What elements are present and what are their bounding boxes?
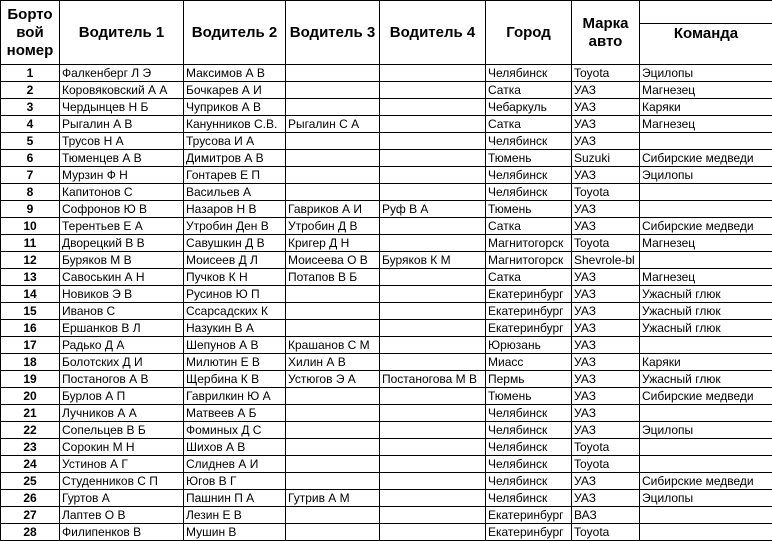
team-cell: Магнезец (640, 116, 772, 133)
car-cell: Toyota (572, 184, 640, 201)
driver-1-cell: Студенников С П (60, 473, 184, 490)
team-cell: Ужасный глюк (640, 371, 772, 388)
board-number-cell: 12 (1, 252, 60, 269)
driver-1-cell: Филипенков В (60, 524, 184, 541)
driver-4-cell (380, 150, 486, 167)
city-cell: Екатеринбург (486, 303, 572, 320)
car-cell: Toyota (572, 439, 640, 456)
table-row (1, 201, 772, 218)
board-number-cell: 15 (1, 303, 60, 320)
team-cell: Магнезец (640, 82, 772, 99)
driver-2-cell: Димитров А В (184, 150, 286, 167)
driver-2-cell: Милютин Е В (184, 354, 286, 371)
driver-3-cell (286, 456, 380, 473)
driver-3-cell (286, 439, 380, 456)
driver-3-cell (286, 286, 380, 303)
team-cell (640, 439, 772, 456)
board-number-cell: 19 (1, 371, 60, 388)
driver-3-cell (286, 303, 380, 320)
header-driver-3: Водитель 3 (286, 1, 380, 65)
board-number-cell: 8 (1, 184, 60, 201)
driver-3-cell (286, 150, 380, 167)
team-cell (640, 405, 772, 422)
driver-4-cell: Руф В А (380, 201, 486, 218)
team-cell: Каряки (640, 99, 772, 116)
team-cell (640, 184, 772, 201)
driver-3-cell (286, 524, 380, 541)
driver-2-cell: Русинов Ю П (184, 286, 286, 303)
team-cell (640, 524, 772, 541)
table-row (1, 286, 772, 303)
board-number-cell: 6 (1, 150, 60, 167)
car-cell: Toyota (572, 235, 640, 252)
driver-4-cell (380, 405, 486, 422)
city-cell: Челябинск (486, 405, 572, 422)
header-city: Город (486, 1, 572, 65)
driver-1-cell: Терентьев Е А (60, 218, 184, 235)
city-cell: Пермь (486, 371, 572, 388)
driver-3-cell (286, 184, 380, 201)
driver-1-cell: Иванов С (60, 303, 184, 320)
board-number-cell: 26 (1, 490, 60, 507)
driver-1-cell: Постаногов А В (60, 371, 184, 388)
city-cell: Чебаркуль (486, 99, 572, 116)
board-number-cell: 17 (1, 337, 60, 354)
driver-1-cell: Софронов Ю В (60, 201, 184, 218)
city-cell: Миасс (486, 354, 572, 371)
city-cell: Юрюзань (486, 337, 572, 354)
header-team-wrap (640, 23, 772, 64)
driver-3-cell: Потапов В Б (286, 269, 380, 286)
driver-4-cell (380, 456, 486, 473)
driver-2-cell: Фоминых Д С (184, 422, 286, 439)
board-number-cell: 28 (1, 524, 60, 541)
driver-2-cell: Щербина К В (184, 371, 286, 388)
table-row (1, 218, 772, 235)
driver-2-cell: Югов В Г (184, 473, 286, 490)
team-cell (640, 133, 772, 150)
driver-4-cell (380, 439, 486, 456)
team-cell (640, 456, 772, 473)
driver-4-cell (380, 167, 486, 184)
driver-3-cell: Устюгов Э А (286, 371, 380, 388)
team-cell: Магнезец (640, 235, 772, 252)
car-cell: УАЗ (572, 422, 640, 439)
board-number-cell: 14 (1, 286, 60, 303)
driver-4-cell (380, 235, 486, 252)
driver-1-cell: Трусов Н А (60, 133, 184, 150)
table-row (1, 269, 772, 286)
driver-2-cell: Пашнин П А (184, 490, 286, 507)
header-car: Марка авто (572, 1, 640, 65)
car-cell: УАЗ (572, 303, 640, 320)
header-team-band (640, 1, 772, 24)
driver-3-cell: Моисеева О В (286, 252, 380, 269)
car-cell: УАЗ (572, 388, 640, 405)
driver-4-cell (380, 507, 486, 524)
driver-4-cell (380, 320, 486, 337)
team-cell: Сибирские медведи (640, 388, 772, 405)
driver-1-cell: Мурзин Ф Н (60, 167, 184, 184)
driver-4-cell (380, 337, 486, 354)
driver-2-cell: Утробин Ден В (184, 218, 286, 235)
team-cell: Ужасный глюк (640, 286, 772, 303)
driver-4-cell (380, 473, 486, 490)
car-cell: УАЗ (572, 286, 640, 303)
driver-2-cell: Чуприков А В (184, 99, 286, 116)
table-row (1, 405, 772, 422)
driver-4-cell (380, 133, 486, 150)
board-number-cell: 2 (1, 82, 60, 99)
table-row (1, 337, 772, 354)
table-row (1, 99, 772, 116)
header-team: Команда (673, 24, 739, 42)
table-row (1, 524, 772, 541)
team-cell: Магнезец (640, 269, 772, 286)
driver-3-cell (286, 133, 380, 150)
driver-2-cell: Шепунов А В (184, 337, 286, 354)
driver-3-cell: Гавриков А И (286, 201, 380, 218)
table-row (1, 456, 772, 473)
driver-2-cell: Канунников С.В. (184, 116, 286, 133)
table-row (1, 490, 772, 507)
board-number-cell: 10 (1, 218, 60, 235)
car-cell: УАЗ (572, 218, 640, 235)
city-cell: Челябинск (486, 490, 572, 507)
table-row (1, 184, 772, 201)
board-number-cell: 13 (1, 269, 60, 286)
car-cell: УАЗ (572, 116, 640, 133)
table-row (1, 167, 772, 184)
driver-2-cell: Пучков К Н (184, 269, 286, 286)
driver-3-cell (286, 320, 380, 337)
table-row (1, 473, 772, 490)
team-cell: Сибирские медведи (640, 473, 772, 490)
car-cell: УАЗ (572, 371, 640, 388)
team-cell (640, 337, 772, 354)
table-row (1, 65, 772, 82)
driver-3-cell (286, 405, 380, 422)
driver-1-cell: Радько Д А (60, 337, 184, 354)
driver-4-cell (380, 388, 486, 405)
driver-4-cell (380, 286, 486, 303)
board-number-cell: 21 (1, 405, 60, 422)
driver-1-cell: Сорокин М Н (60, 439, 184, 456)
driver-1-cell: Ершанков В Л (60, 320, 184, 337)
table-row (1, 371, 772, 388)
driver-4-cell: Буряков К М (380, 252, 486, 269)
driver-2-cell: Назукин В А (184, 320, 286, 337)
city-cell: Челябинск (486, 184, 572, 201)
driver-4-cell (380, 490, 486, 507)
car-cell: УАЗ (572, 320, 640, 337)
car-cell: УАЗ (572, 269, 640, 286)
city-cell: Челябинск (486, 473, 572, 490)
board-number-cell: 22 (1, 422, 60, 439)
driver-2-cell: Ссарсадских К (184, 303, 286, 320)
board-number-cell: 24 (1, 456, 60, 473)
board-number-cell: 9 (1, 201, 60, 218)
driver-3-cell (286, 422, 380, 439)
header-driver-4: Водитель 4 (380, 1, 486, 65)
driver-3-cell: Утробин Д В (286, 218, 380, 235)
team-cell: Каряки (640, 354, 772, 371)
car-cell: УАЗ (572, 99, 640, 116)
driver-3-cell (286, 99, 380, 116)
car-cell: ВАЗ (572, 507, 640, 524)
driver-1-cell: Дворецкий В В (60, 235, 184, 252)
driver-3-cell (286, 65, 380, 82)
city-cell: Магнитогорск (486, 252, 572, 269)
driver-2-cell: Мушин В (184, 524, 286, 541)
car-cell: Toyota (572, 456, 640, 473)
driver-2-cell: Моисеев Д Л (184, 252, 286, 269)
car-cell: УАЗ (572, 337, 640, 354)
team-cell: Эцилопы (640, 490, 772, 507)
table-row (1, 320, 772, 337)
board-number-cell: 5 (1, 133, 60, 150)
team-cell: Сибирские медведи (640, 150, 772, 167)
driver-2-cell: Лезин Е В (184, 507, 286, 524)
table-row (1, 235, 772, 252)
table-row (1, 354, 772, 371)
team-cell (640, 507, 772, 524)
driver-4-cell (380, 524, 486, 541)
team-cell: Эцилопы (640, 422, 772, 439)
board-number-cell: 16 (1, 320, 60, 337)
driver-4-cell (380, 269, 486, 286)
header-row (1, 1, 772, 65)
driver-1-cell: Капитонов С (60, 184, 184, 201)
team-cell: Ужасный глюк (640, 320, 772, 337)
table-row (1, 439, 772, 456)
driver-4-cell (380, 116, 486, 133)
table-row (1, 133, 772, 150)
driver-1-cell: Болотских Д И (60, 354, 184, 371)
table-row (1, 252, 772, 269)
car-cell: Suzuki (572, 150, 640, 167)
driver-2-cell: Васильев А (184, 184, 286, 201)
table-row (1, 388, 772, 405)
car-cell: УАЗ (572, 167, 640, 184)
table-row (1, 116, 772, 133)
driver-2-cell: Трусова И А (184, 133, 286, 150)
driver-1-cell: Тюменцев А В (60, 150, 184, 167)
driver-2-cell: Гонтарев Е П (184, 167, 286, 184)
driver-4-cell (380, 354, 486, 371)
city-cell: Сатка (486, 218, 572, 235)
city-cell: Екатеринбург (486, 286, 572, 303)
driver-1-cell: Чердынцев Н Б (60, 99, 184, 116)
city-cell: Сатка (486, 82, 572, 99)
team-cell: Эцилопы (640, 167, 772, 184)
board-number-cell: 7 (1, 167, 60, 184)
city-cell: Челябинск (486, 167, 572, 184)
city-cell: Тюмень (486, 388, 572, 405)
driver-4-cell (380, 422, 486, 439)
driver-4-cell (380, 303, 486, 320)
table-row (1, 150, 772, 167)
city-cell: Тюмень (486, 150, 572, 167)
driver-1-cell: Устинов А Г (60, 456, 184, 473)
board-number-cell: 11 (1, 235, 60, 252)
city-cell: Магнитогорск (486, 235, 572, 252)
driver-3-cell (286, 82, 380, 99)
car-cell: УАЗ (572, 473, 640, 490)
table-row (1, 422, 772, 439)
board-number-cell: 18 (1, 354, 60, 371)
city-cell: Челябинск (486, 456, 572, 473)
team-cell (640, 252, 772, 269)
driver-1-cell: Гуртов А (60, 490, 184, 507)
driver-4-cell (380, 65, 486, 82)
city-cell: Екатеринбург (486, 524, 572, 541)
driver-3-cell (286, 388, 380, 405)
city-cell: Сатка (486, 269, 572, 286)
car-cell: УАЗ (572, 354, 640, 371)
car-cell: УАЗ (572, 201, 640, 218)
driver-2-cell: Бочкарев А И (184, 82, 286, 99)
board-number-cell: 3 (1, 99, 60, 116)
driver-2-cell: Гаврилкин Ю А (184, 388, 286, 405)
driver-2-cell: Матвеев А Б (184, 405, 286, 422)
city-cell: Челябинск (486, 422, 572, 439)
driver-2-cell: Назаров Н В (184, 201, 286, 218)
driver-2-cell: Шихов А В (184, 439, 286, 456)
driver-2-cell: Савушкин Д В (184, 235, 286, 252)
driver-1-cell: Новиков Э В (60, 286, 184, 303)
driver-1-cell: Фалкенберг Л Э (60, 65, 184, 82)
driver-4-cell (380, 99, 486, 116)
board-number-cell: 25 (1, 473, 60, 490)
header-team-cell (640, 1, 772, 65)
city-cell: Тюмень (486, 201, 572, 218)
board-number-cell: 27 (1, 507, 60, 524)
board-number-cell: 1 (1, 65, 60, 82)
driver-1-cell: Сопельцев В Б (60, 422, 184, 439)
city-cell: Челябинск (486, 65, 572, 82)
driver-1-cell: Бурлов А П (60, 388, 184, 405)
header-driver-1: Водитель 1 (60, 1, 184, 65)
board-number-cell: 4 (1, 116, 60, 133)
driver-1-cell: Лаптев О В (60, 507, 184, 524)
driver-1-cell: Буряков М В (60, 252, 184, 269)
car-cell: УАЗ (572, 490, 640, 507)
driver-3-cell (286, 167, 380, 184)
driver-3-cell: Гутрив А М (286, 490, 380, 507)
table-row (1, 507, 772, 524)
header-driver-2: Водитель 2 (184, 1, 286, 65)
board-number-cell: 20 (1, 388, 60, 405)
driver-1-cell: Савоськин А Н (60, 269, 184, 286)
driver-1-cell: Рыгалин А В (60, 116, 184, 133)
driver-3-cell: Рыгалин С А (286, 116, 380, 133)
driver-3-cell: Кригер Д Н (286, 235, 380, 252)
driver-2-cell: Максимов А В (184, 65, 286, 82)
city-cell: Челябинск (486, 133, 572, 150)
table-row (1, 303, 772, 320)
driver-1-cell: Коровяковский А А (60, 82, 184, 99)
driver-3-cell: Крашанов С М (286, 337, 380, 354)
city-cell: Сатка (486, 116, 572, 133)
table-row (1, 82, 772, 99)
car-cell: Shevrole-bl (572, 252, 640, 269)
driver-3-cell (286, 473, 380, 490)
driver-4-cell (380, 82, 486, 99)
car-cell: Toyota (572, 524, 640, 541)
driver-3-cell (286, 507, 380, 524)
table-body (1, 65, 772, 541)
car-cell: УАЗ (572, 82, 640, 99)
car-cell: УАЗ (572, 133, 640, 150)
city-cell: Екатеринбург (486, 507, 572, 524)
car-cell: Toyota (572, 65, 640, 82)
city-cell: Челябинск (486, 439, 572, 456)
team-cell: Эцилопы (640, 65, 772, 82)
driver-1-cell: Лучников А А (60, 405, 184, 422)
car-cell: УАЗ (572, 405, 640, 422)
team-cell (640, 201, 772, 218)
board-number-cell: 23 (1, 439, 60, 456)
driver-4-cell: Постаногова М В (380, 371, 486, 388)
driver-4-cell (380, 218, 486, 235)
header-board-number: Борто вой номер (1, 1, 60, 65)
team-cell: Ужасный глюк (640, 303, 772, 320)
driver-4-cell (380, 184, 486, 201)
city-cell: Екатеринбург (486, 320, 572, 337)
team-cell: Сибирские медведи (640, 218, 772, 235)
driver-3-cell: Хилин А В (286, 354, 380, 371)
driver-2-cell: Слиднев А И (184, 456, 286, 473)
